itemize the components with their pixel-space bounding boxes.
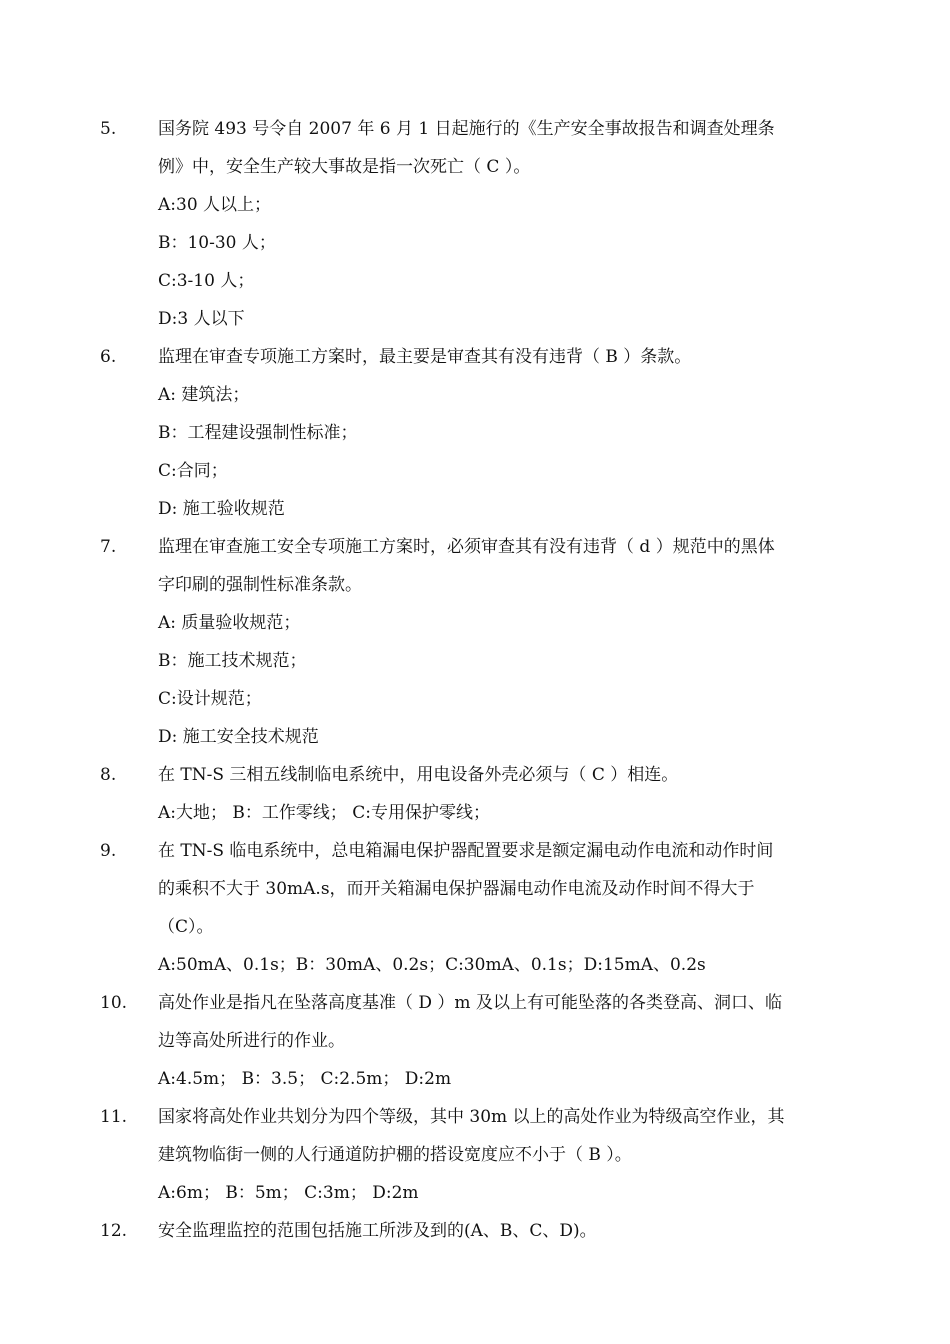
question-text-line: 的乘积不大于 30mA.s，而开关箱漏电保护器漏电动作电流及动作时间不得大于 — [158, 879, 755, 899]
answer-option: C:3-10 人； — [158, 271, 255, 291]
answer-option: A:6m； B：5m； C:3m； D:2m — [158, 1183, 419, 1203]
answer-option: A: 质量验收规范； — [158, 613, 301, 633]
answer-option: A:30 人以上； — [158, 195, 272, 215]
question-number: 6. — [100, 347, 117, 367]
answer-option: C:设计规范； — [158, 689, 262, 709]
answer-option: B：工程建设强制性标准； — [158, 423, 358, 443]
question-text-line: 字印刷的强制性标准条款。 — [158, 575, 362, 595]
question-text-line: 监理在审查专项施工方案时，最主要是审查其有没有违背（ B ）条款。 — [158, 347, 692, 367]
question-text-line: 安全监理监控的范围包括施工所涉及到的(A、B、C、D)。 — [158, 1221, 597, 1241]
question-text-line: 在 TN-S 三相五线制临电系统中，用电设备外壳必须与（ C ）相连。 — [158, 765, 679, 785]
answer-option: D: 施工验收规范 — [158, 499, 285, 519]
answer-option: A:大地； B：工作零线； C:专用保护零线； — [158, 803, 491, 823]
answer-option: D:3 人以下 — [158, 309, 245, 329]
question-text-line: 监理在审查施工安全专项施工方案时，必须审查其有没有违背（ d ）规范中的黑体 — [158, 537, 775, 557]
question-number: 8. — [100, 765, 117, 785]
question-number: 5. — [100, 119, 117, 139]
answer-option: A: 建筑法； — [158, 385, 250, 405]
question-number: 10. — [100, 993, 128, 1013]
question-text-line: 在 TN-S 临电系统中，总电箱漏电保护器配置要求是额定漏电动作电流和动作时间 — [158, 841, 774, 861]
question-text-line: （C）。 — [158, 917, 214, 937]
question-text-line: 例》中，安全生产较大事故是指一次死亡（ C ）。 — [158, 157, 531, 177]
question-text-line: 国家将高处作业共划分为四个等级，其中 30m 以上的高处作业为特级高空作业，其 — [158, 1107, 785, 1127]
question-number: 11. — [100, 1107, 128, 1127]
answer-option: B：施工技术规范； — [158, 651, 307, 671]
question-number: 9. — [100, 841, 117, 861]
answer-option: B：10-30 人； — [158, 233, 276, 253]
answer-option: C:合同； — [158, 461, 228, 481]
question-text-line: 边等高处所进行的作业。 — [158, 1031, 345, 1051]
question-number: 12. — [100, 1221, 128, 1241]
question-text-line: 国务院 493 号令自 2007 年 6 月 1 日起施行的《生产安全事故报告和调查处理条 — [158, 119, 775, 139]
answer-option: A:4.5m； B：3.5； C:2.5m； D:2m — [158, 1069, 452, 1089]
answer-option: A:50mA、0.1s；B：30mA、0.2s；C:30mA、0.1s；D:15mA、0.2s — [158, 955, 706, 975]
question-text-line: 高处作业是指凡在坠落高度基准（ D ）m 及以上有可能坠落的各类登高、洞口、临 — [158, 993, 782, 1013]
question-text-line: 建筑物临街一侧的人行通道防护棚的搭设宽度应不小于（ B ）。 — [158, 1145, 632, 1165]
question-number: 7. — [100, 537, 117, 557]
answer-option: D: 施工安全技术规范 — [158, 727, 319, 747]
